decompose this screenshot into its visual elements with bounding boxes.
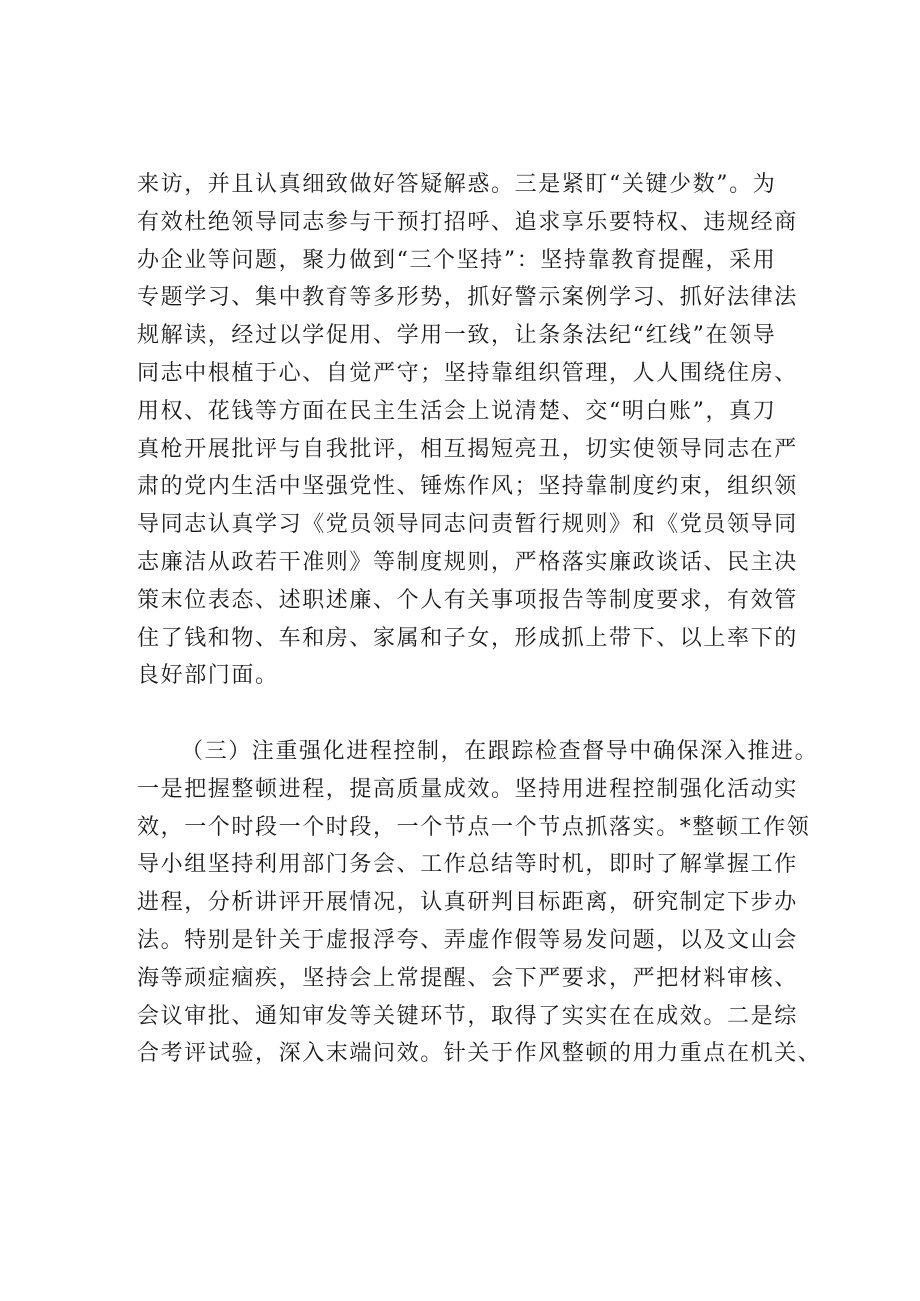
- text-line: 良好部门面。: [137, 663, 279, 689]
- text-line: 专题学习、集中教育等多形势，抓好警示案例学习、抓好法律法: [137, 285, 798, 311]
- text-line: 导同志认真学习《党员领导同志问责暂行规则》和《党员领导同: [137, 512, 798, 538]
- text-line: 肃的党内生活中坚强党性、锤炼作风；坚持靠制度约束，组织领: [137, 474, 798, 500]
- text-line: 海等顽症痼疾，坚持会上常提醒、会下严要求，严把材料审核、: [137, 965, 798, 991]
- text-line: 志廉洁从政若干准则》等制度规则，严格落实廉政谈话、民主决: [137, 549, 798, 575]
- text-line: 进程，分析讲评开展情况，认真研判目标距离，研究制定下步办: [137, 890, 798, 916]
- text-line: 合考评试验，深入末端问效。针关于作风整顿的用力重点在机关、: [137, 1041, 822, 1067]
- text-line: 一是把握整顿进程，提高质量成效。坚持用进程控制强化活动实: [137, 776, 798, 802]
- text-line: 住了钱和物、车和房、家属和子女，形成抓上带下、以上率下的: [137, 625, 798, 651]
- text-line: 办企业等问题，聚力做到“三个坚持”：坚持靠教育提醒，采用: [137, 247, 777, 273]
- paragraph-process-control: [137, 733, 822, 1073]
- text-line: 会议审批、通知审发等关键环节，取得了实实在在成效。二是综: [137, 1003, 798, 1029]
- text-line: 效，一个时段一个时段，一个节点一个节点抓落实。*整顿工作领: [137, 814, 811, 840]
- paragraph-leadership-discipline: [137, 166, 797, 695]
- text-line: 有效杜绝领导同志参与干预打招呼、追求享乐要特权、违规经商: [137, 209, 798, 235]
- section-heading-line: （三）注重强化进程控制，在跟踪检查督导中确保深入推进。: [181, 739, 819, 764]
- text-line: 规解读，经过以学促用、学用一致，让条条法纪“红线”在领导: [137, 323, 777, 349]
- text-line: 来访，并且认真细致做好答疑解惑。三是紧盯“关键少数”。为: [137, 172, 777, 197]
- text-line: 策末位表态、述职述廉、个人有关事项报告等制度要求，有效管: [137, 587, 798, 613]
- text-line: 真枪开展批评与自我批评，相互揭短亮丑，切实使领导同志在严: [137, 436, 798, 462]
- text-line: 用权、花钱等方面在民主生活会上说清楚、交“明白账”，真刀: [137, 398, 777, 424]
- text-line: 同志中根植于心、自觉严守；坚持靠组织管理，人人围绕住房、: [137, 360, 798, 386]
- text-line: 法。特别是针关于虚报浮夸、弄虚作假等易发问题，以及文山会: [137, 927, 798, 953]
- text-line: 导小组坚持利用部门务会、工作总结等时机，即时了解掌握工作: [137, 852, 798, 878]
